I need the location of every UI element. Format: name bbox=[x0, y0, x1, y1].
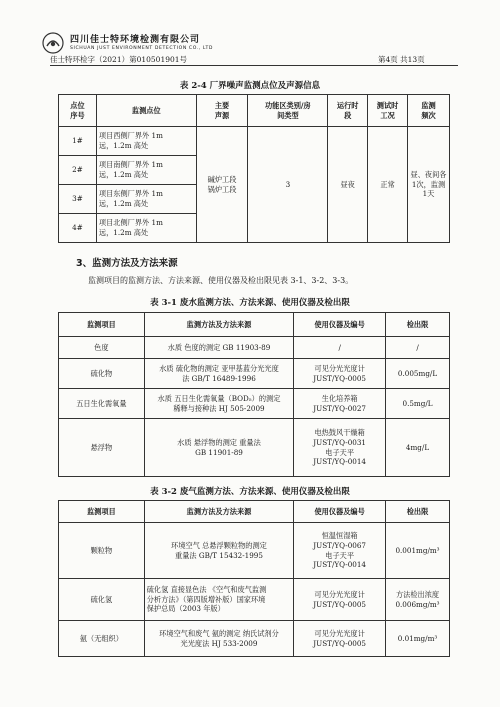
monitor-item: 悬浮物 bbox=[59, 419, 145, 477]
table-header-cell: 主要 声源 bbox=[196, 95, 248, 127]
header-divider bbox=[50, 65, 458, 66]
report-number: 佳士特环检字（2021）第010501901号 bbox=[50, 55, 188, 64]
company-name-en: SICHUAN JUST ENVIRONMENT DETECTION CO., LTD bbox=[70, 46, 213, 51]
table-3-2 bbox=[58, 500, 450, 657]
point-location: 项目东侧厂界外 1m 远，1.2m 高处 bbox=[96, 185, 196, 214]
table-header-cell: 监测项目 bbox=[59, 313, 145, 337]
table-2-4 bbox=[58, 94, 450, 243]
table-header-cell: 监测项目 bbox=[59, 501, 145, 523]
table-row bbox=[59, 389, 450, 419]
table-3-1 bbox=[58, 312, 450, 477]
noise-source: 碱炉工段 锅炉工段 bbox=[196, 127, 248, 243]
table-header-cell: 监测 频次 bbox=[408, 95, 450, 127]
table-header-cell: 使用仪器及编号 bbox=[294, 313, 386, 337]
monitor-item: 色度 bbox=[59, 337, 145, 359]
monitor-method: 水质 色度的测定 GB 11903-89 bbox=[144, 337, 294, 359]
point-location: 项目西侧厂界外 1m 远，1.2m 高处 bbox=[96, 127, 196, 156]
point-number: 4# bbox=[59, 214, 97, 243]
table-header-cell: 功能区类别/房 间类型 bbox=[248, 95, 328, 127]
monitor-method: 环境空气和废气 氨的测定 纳氏试剂分 光光度法 HJ 533-2009 bbox=[144, 621, 294, 657]
instrument: 可见分光光度计 JUST/YQ-0005 bbox=[294, 579, 386, 621]
function-category: 3 bbox=[248, 127, 328, 243]
table-3-1-title: 表 3-1 废水监测方法、方法来源、使用仪器及检出限 bbox=[150, 298, 350, 308]
table-2-4-title: 表 2-4 厂界噪声监测点位及声源信息 bbox=[179, 81, 321, 91]
monitor-method: 水质 悬浮物的测定 重量法 GB 11901-89 bbox=[144, 419, 294, 477]
monitor-item: 五日生化需氧量 bbox=[59, 389, 145, 419]
detection-limit: 0.5mg/L bbox=[386, 389, 450, 419]
instrument: / bbox=[294, 337, 386, 359]
monitor-method: 水质 硫化物的测定 亚甲基蓝分光光度 法 GB/T 16489-1996 bbox=[144, 359, 294, 389]
point-number: 1# bbox=[59, 127, 97, 156]
monitor-method: 环境空气 总悬浮颗粒物的测定 重量法 GB/T 15432-1995 bbox=[144, 523, 294, 579]
instrument: 电热鼓风干燥箱 JUST/YQ-0031 电子天平 JUST/YQ-0014 bbox=[294, 419, 386, 477]
table-row bbox=[59, 337, 450, 359]
table-row bbox=[59, 523, 450, 579]
table-header-cell: 监测方法及方法来源 bbox=[144, 501, 294, 523]
detection-limit: 0.01mg/m³ bbox=[386, 621, 450, 657]
company-name-cn: 四川佳士特环境检测有限公司 bbox=[70, 35, 201, 45]
test-condition: 正常 bbox=[368, 127, 408, 243]
monitor-item: 硫化氢 bbox=[59, 579, 145, 621]
instrument: 可见分光光度计 JUST/YQ-0005 bbox=[294, 359, 386, 389]
table-row bbox=[59, 127, 450, 156]
point-number: 2# bbox=[59, 156, 97, 185]
table-header-cell: 测试时 工况 bbox=[368, 95, 408, 127]
monitor-item: 颗粒物 bbox=[59, 523, 145, 579]
table-row bbox=[59, 621, 450, 657]
table-row bbox=[59, 419, 450, 477]
table-header-cell: 点位 序号 bbox=[59, 95, 97, 127]
table-header-cell: 使用仪器及编号 bbox=[294, 501, 386, 523]
detection-limit: 0.001mg/m³ bbox=[386, 523, 450, 579]
monitor-item: 硫化物 bbox=[59, 359, 145, 389]
point-location: 项目北侧厂界外 1m 远，1.2m 高处 bbox=[96, 214, 196, 243]
table-header-cell: 检出限 bbox=[386, 501, 450, 523]
detection-limit: 4mg/L bbox=[386, 419, 450, 477]
monitor-method: 水质 五日生化需氧量（BOD₅）的测定 稀释与接种法 HJ 505-2009 bbox=[144, 389, 294, 419]
monitor-item: 氨（无组织） bbox=[59, 621, 145, 657]
table-header-cell: 运行时 段 bbox=[328, 95, 368, 127]
monitor-frequency: 昼、夜间各 1次，监测 1天 bbox=[408, 127, 450, 243]
page-number: 第4页 共13页 bbox=[378, 55, 425, 64]
point-location: 项目南侧厂界外 1m 远，1.2m 高处 bbox=[96, 156, 196, 185]
section-heading: 3、监测方法及方法来源 bbox=[76, 258, 178, 269]
detection-limit: 方法检出浓度 0.006mg/m³ bbox=[386, 579, 450, 621]
table-row bbox=[59, 359, 450, 389]
company-logo-icon bbox=[42, 32, 64, 54]
detection-limit: / bbox=[386, 337, 450, 359]
section-paragraph: 监测项目的监测方法、方法来源、使用仪器及检出限见表 3-1、3-2、3-3。 bbox=[88, 276, 354, 285]
instrument: 可见分光光度计 JUST/YQ-0005 bbox=[294, 621, 386, 657]
table-row bbox=[59, 579, 450, 621]
detection-limit: 0.005mg/L bbox=[386, 359, 450, 389]
table-3-2-title: 表 3-2 废气监测方法、方法来源、使用仪器及检出限 bbox=[150, 487, 350, 497]
instrument: 恒温恒湿箱 JUST/YQ-0067 电子天平 JUST/YQ-0014 bbox=[294, 523, 386, 579]
table-header-cell: 检出限 bbox=[386, 313, 450, 337]
monitor-method: 硫化氢 直接显色法 《空气和废气监测 分析方法》（第四版增补版）国家环境 保护总局（2003 年版） bbox=[144, 579, 294, 621]
operation-period: 昼夜 bbox=[328, 127, 368, 243]
point-number: 3# bbox=[59, 185, 97, 214]
table-header-cell: 监测方法及方法来源 bbox=[144, 313, 294, 337]
instrument: 生化培养箱 JUST/YQ-0027 bbox=[294, 389, 386, 419]
table-header-cell: 监测点位 bbox=[96, 95, 196, 127]
